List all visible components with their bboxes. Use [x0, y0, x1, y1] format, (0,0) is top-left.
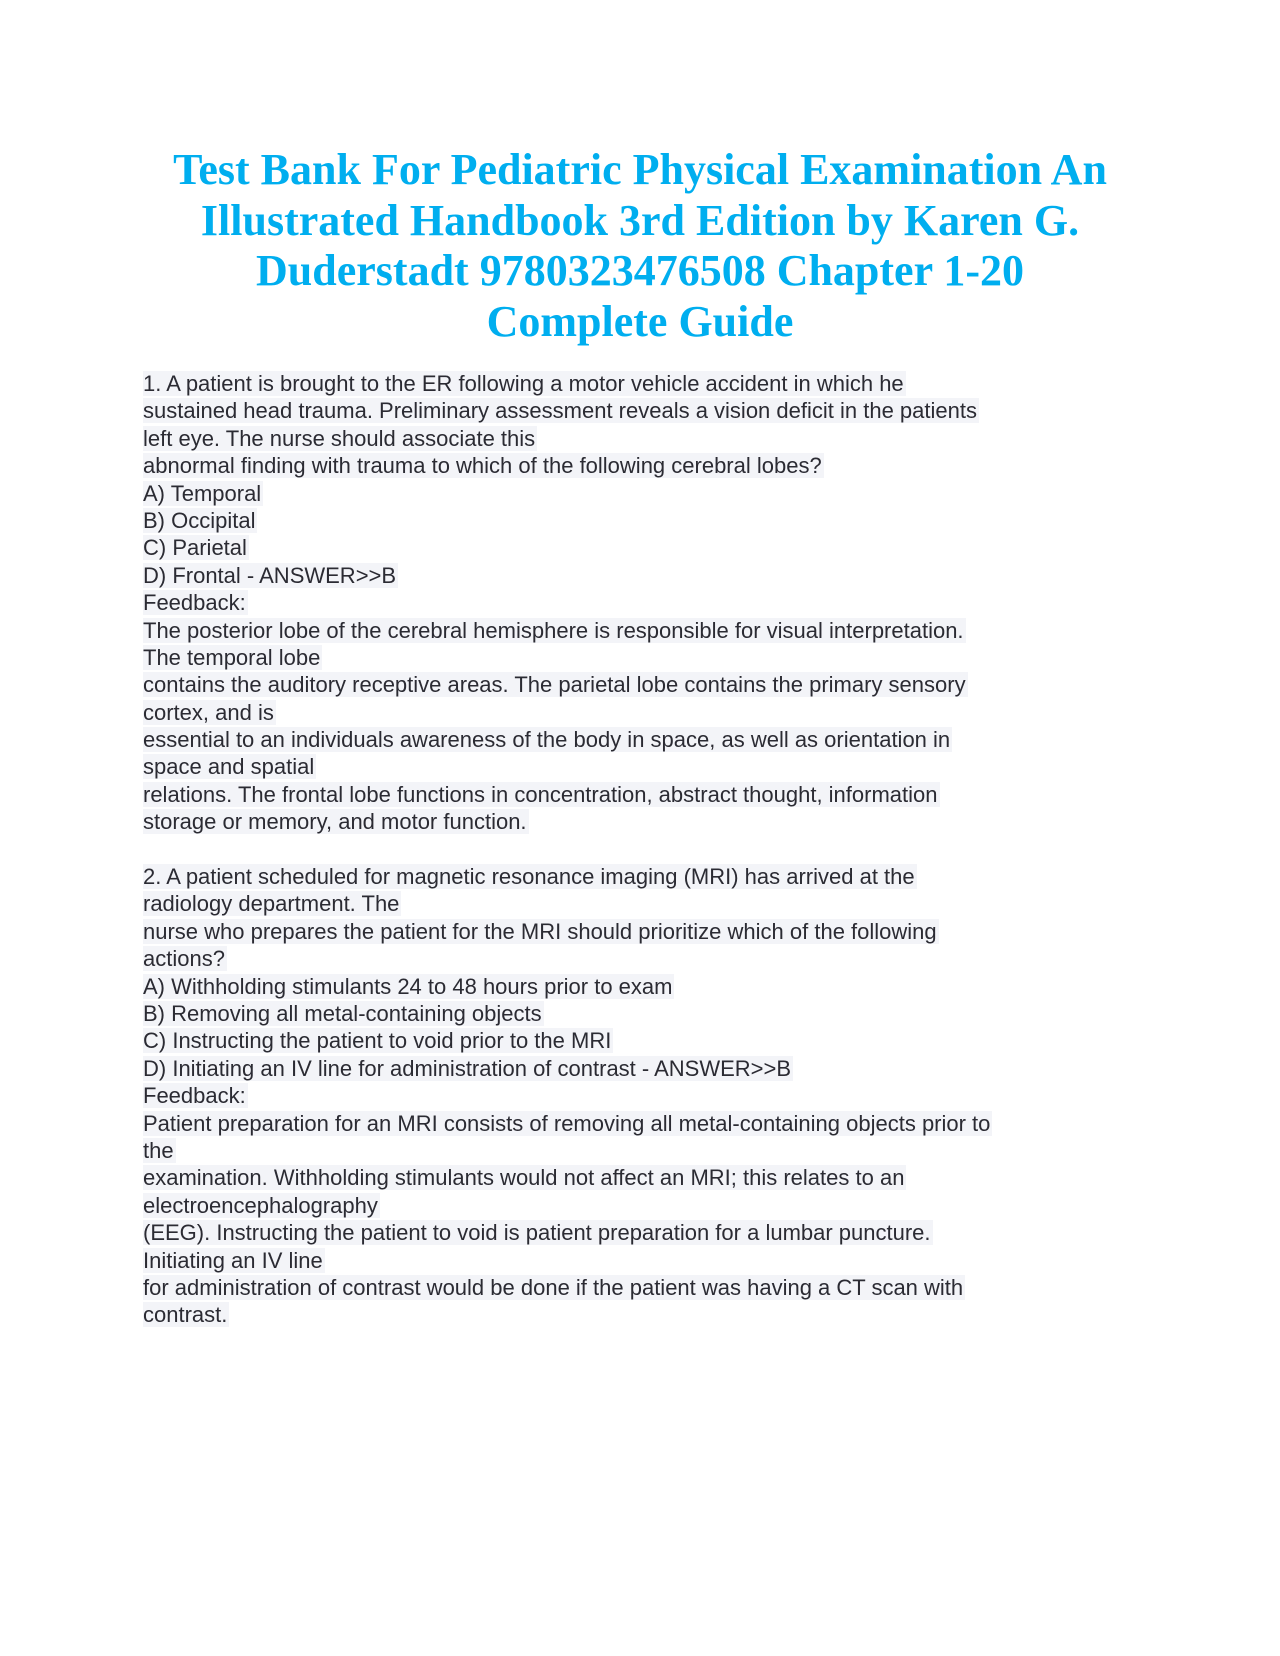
feedback-line: examination. Withholding stimulants would not affect an MRI; this relates to an	[143, 1165, 905, 1191]
title-line: Duderstadt 9780323476508 Chapter 1-20	[256, 246, 1024, 295]
document-body	[143, 370, 1143, 1329]
feedback-line: relations. The frontal lobe functions in concentration, abstract thought, information	[143, 781, 938, 807]
title-line: Illustrated Handbook 3rd Edition by Karen G.	[200, 195, 1080, 245]
feedback-line: storage or memory, and motor function.	[143, 809, 527, 835]
title-line: Complete Guide	[486, 296, 794, 346]
answer-option-d: D) Frontal - ANSWER>>B	[143, 562, 397, 588]
question-stem-line: abnormal finding with trauma to which of the following cerebral lobes?	[143, 453, 822, 479]
question-stem-line: 2. A patient scheduled for magnetic resonance imaging (MRI) has arrived at the	[143, 864, 915, 890]
feedback-line: contrast.	[143, 1302, 228, 1328]
answer-option-b: B) Occipital	[143, 507, 256, 533]
feedback-line: for administration of contrast would be done if the patient was having a CT scan with	[143, 1274, 964, 1300]
feedback-line: The temporal lobe	[143, 644, 321, 670]
question-stem-line: nurse who prepares the patient for the MRI should prioritize which of the following	[143, 918, 937, 944]
document-title	[100, 145, 1180, 347]
feedback-line: (EEG). Instructing the patient to void is patient preparation for a lumbar puncture.	[143, 1220, 931, 1246]
answer-option-a: A) Temporal	[143, 480, 262, 506]
feedback-label: Feedback:	[143, 590, 246, 616]
feedback-line: Patient preparation for an MRI consists of removing all metal-containing objects prior to	[143, 1110, 991, 1136]
answer-option-a: A) Withholding stimulants 24 to 48 hours prior to exam	[143, 973, 673, 999]
question-2	[143, 863, 1143, 1329]
feedback-label: Feedback:	[143, 1083, 246, 1109]
question-stem-line: 1. A patient is brought to the ER following a motor vehicle accident in which he	[143, 371, 904, 396]
feedback-line: contains the auditory receptive areas. The parietal lobe contains the primary sensory	[143, 672, 966, 698]
answer-option-c: C) Parietal	[143, 535, 247, 561]
question-stem-line: actions?	[143, 946, 225, 972]
feedback-line: cortex, and is	[143, 699, 274, 725]
answer-option-b: B) Removing all metal-containing objects	[143, 1000, 542, 1026]
question-stem-line: left eye. The nurse should associate this	[143, 425, 536, 451]
feedback-line: the	[143, 1137, 174, 1163]
feedback-line: space and spatial	[143, 754, 315, 780]
answer-option-d: D) Initiating an IV line for administration of contrast - ANSWER>>B	[143, 1055, 792, 1081]
spacer	[143, 836, 1143, 863]
answer-option-c: C) Instructing the patient to void prior to the MRI	[143, 1028, 612, 1054]
question-stem-line: sustained head trauma. Preliminary assessment reveals a vision deficit in the patients	[143, 398, 977, 424]
feedback-line: The posterior lobe of the cerebral hemisphere is responsible for visual interpretation.	[143, 617, 964, 643]
question-1	[143, 370, 1143, 836]
question-stem-line: radiology department. The	[143, 891, 400, 917]
feedback-line: essential to an individuals awareness of the body in space, as well as orientation in	[143, 727, 951, 753]
feedback-line: Initiating an IV line	[143, 1247, 323, 1273]
feedback-line: electroencephalography	[143, 1192, 378, 1218]
title-line: Test Bank For Pediatric Physical Examination An	[173, 145, 1107, 194]
